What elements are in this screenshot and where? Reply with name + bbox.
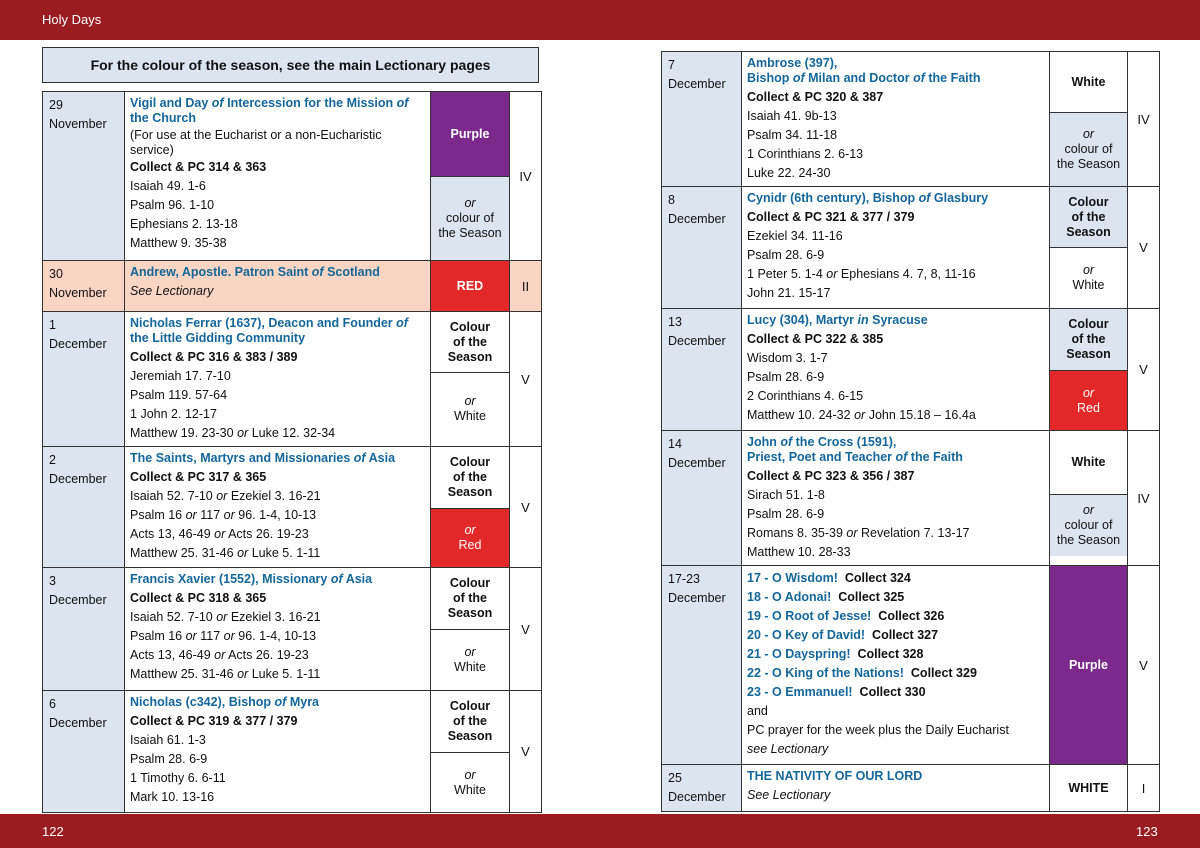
observance-cell: [125, 568, 431, 691]
day-number: 7: [668, 58, 675, 72]
rank-numeral: II: [521, 278, 530, 294]
holy-days-table-right: [661, 51, 1160, 812]
colour-text: or: [1082, 503, 1095, 517]
day-number: 2: [49, 453, 56, 467]
month-name: December: [668, 334, 726, 348]
reading: Isaiah 61. 1-3: [130, 733, 206, 747]
collect-reference: Collect & PC 314 & 363: [130, 160, 267, 174]
colour-alternative: [431, 629, 509, 690]
section-title: Holy Days: [42, 12, 102, 27]
footer-bar: [0, 814, 1200, 848]
reading: Isaiah 52. 7-10 or Ezekiel 3. 16-21: [130, 489, 321, 503]
colour-text: WHITE: [1068, 780, 1109, 795]
rank-cell: [510, 447, 542, 568]
reading: Matthew 25. 31-46 or Luke 5. 1-11: [130, 546, 321, 560]
month-name: December: [668, 77, 726, 91]
colour-primary: [431, 312, 509, 372]
rank-numeral: V: [521, 371, 530, 387]
page-number-left: 122: [42, 824, 64, 839]
date-cell: [662, 566, 742, 765]
rank-cell: [1128, 52, 1160, 187]
colour-text: colour of: [1064, 518, 1113, 532]
feast-title: [130, 264, 425, 282]
colour-text: of the: [452, 591, 488, 605]
antiphon-title: 21 - O Dayspring!: [747, 647, 851, 661]
colour-text: Purple: [450, 126, 490, 141]
colour-text: colour of: [1064, 142, 1113, 156]
colour-text: of the: [452, 470, 488, 484]
colour-text: the Season: [1056, 533, 1121, 547]
reading: Psalm 28. 6-9: [747, 507, 825, 521]
date-cell: [43, 568, 125, 691]
colour-text: or: [1082, 263, 1095, 277]
antiphon-line: [747, 569, 1044, 588]
colour-primary: [1050, 431, 1127, 494]
reading: Sirach 51. 1-8: [747, 488, 825, 502]
feast-title: [130, 95, 425, 128]
colour-primary: [1050, 765, 1127, 811]
date-cell: [43, 261, 125, 312]
season-colour-notice: For the colour of the season, see the main Lectionary pages: [42, 47, 539, 83]
colour-text: Season: [447, 729, 493, 743]
colour-alternative: [431, 508, 509, 567]
colour-text: Season: [1066, 224, 1111, 239]
colour-alternative: [431, 372, 509, 445]
collect-reference: Collect & PC 321 & 377 / 379: [747, 210, 915, 224]
antiphon-collect: Collect 329: [910, 666, 977, 680]
holy-day-row: [662, 431, 1160, 566]
liturgical-colour-cell: [431, 92, 510, 261]
rank-numeral: V: [1139, 362, 1148, 377]
see-lectionary: See Lectionary: [130, 284, 214, 298]
date-cell: [662, 52, 742, 187]
feast-title-line: Francis Xavier (1552), Missionary of Asia: [130, 572, 373, 586]
colour-primary: [1050, 309, 1127, 370]
collect-reference: Collect & PC 322 & 385: [747, 332, 884, 346]
month-name: December: [49, 337, 107, 351]
observance-cell: [125, 691, 431, 813]
rank-cell: [1128, 431, 1160, 566]
holy-days-table-left: [42, 91, 542, 813]
day-number: 3: [49, 574, 56, 588]
holy-day-row: [43, 92, 542, 261]
reading: Matthew 9. 35-38: [130, 236, 227, 250]
liturgical-colour-cell: [1050, 431, 1128, 566]
rank-numeral: V: [521, 499, 530, 515]
antiphon-line: [747, 588, 1044, 607]
reading: Mark 10. 13-16: [130, 790, 215, 804]
feast-title: [747, 190, 1044, 208]
antiphon-title: 17 - O Wisdom!: [747, 571, 838, 585]
feast-title-line: Nicholas Ferrar (1637), Deacon and Founder of: [130, 316, 408, 330]
antiphon-collect: Collect 325: [838, 590, 905, 604]
holy-day-row: [43, 691, 542, 813]
feast-title-line: Vigil and Day of Intercession for the Mission of: [130, 96, 409, 110]
feast-title-line: Ambrose (397),: [747, 56, 838, 70]
colour-text: or: [464, 196, 476, 210]
date-cell: [662, 431, 742, 566]
colour-text: Season: [1066, 347, 1111, 361]
liturgical-colour-cell: [1050, 309, 1128, 431]
reading: 2 Corinthians 4. 6-15: [747, 389, 864, 403]
month-name: December: [668, 790, 726, 804]
feast-title: [747, 434, 1044, 467]
colour-text: of the: [452, 334, 488, 349]
antiphon-line: [747, 607, 1044, 626]
reading: 1 Peter 5. 1-4 or Ephesians 4. 7, 8, 11-16: [747, 267, 976, 281]
feast-title-line: The Saints, Martyrs and Missionaries of Asia: [130, 451, 396, 465]
reading: Acts 13, 46-49 or Acts 26. 19-23: [130, 648, 309, 662]
rank-cell: [1128, 309, 1160, 431]
month-name: December: [668, 591, 726, 605]
feast-title: [747, 312, 1044, 330]
rank-numeral: V: [1139, 657, 1148, 673]
feast-title-line: Nicholas (c342), Bishop of Myra: [130, 695, 320, 709]
colour-alternative: [1050, 494, 1127, 556]
antiphon-line: [747, 645, 1044, 664]
month-name: November: [49, 117, 107, 131]
colour-primary: [1050, 187, 1127, 247]
colour-primary: [1050, 566, 1127, 764]
reading: Isaiah 41. 9b-13: [747, 109, 837, 123]
collect-reference: Collect & PC 323 & 356 / 387: [747, 469, 915, 483]
antiphon-collect: Collect 326: [878, 609, 945, 623]
liturgical-colour-cell: [431, 312, 510, 447]
colour-text: of the: [1071, 209, 1106, 224]
colour-alternative: [1050, 370, 1127, 430]
colour-text: Colour: [449, 319, 491, 334]
colour-text: White: [1072, 278, 1105, 292]
colour-text: the Season: [438, 226, 502, 240]
antiphon-title: 18 - O Adonai!: [747, 590, 832, 604]
date-cell: [43, 447, 125, 568]
holy-day-row: [662, 187, 1160, 309]
date-cell: [662, 765, 742, 812]
antiphon-collect: Collect 327: [872, 628, 939, 642]
feast-title-line: Lucy (304), Martyr in Syracuse: [747, 313, 928, 327]
colour-primary: [431, 447, 509, 508]
colour-text: Colour: [449, 455, 491, 469]
observance-cell: [125, 447, 431, 568]
antiphon-line: [747, 683, 1044, 702]
reading: Psalm 28. 6-9: [130, 752, 208, 766]
collect-reference: Collect & PC 320 & 387: [747, 90, 884, 104]
reading: Wisdom 3. 1-7: [747, 351, 828, 365]
day-number: 13: [668, 315, 682, 329]
colour-primary: [431, 568, 509, 629]
feast-title: [130, 571, 425, 589]
rank-cell: [510, 261, 542, 312]
colour-text: Colour: [1068, 317, 1109, 331]
observance-cell: [125, 261, 431, 312]
observance-cell: [742, 52, 1050, 187]
see-lectionary: see Lectionary: [747, 742, 829, 756]
observance-cell: [742, 309, 1050, 431]
colour-text: of the: [452, 714, 488, 728]
antiphon-title: 22 - O King of the Nations!: [747, 666, 904, 680]
colour-text: Season: [447, 485, 493, 499]
reading: Psalm 16 or 117 or 96. 1-4, 10-13: [130, 508, 317, 522]
collect-reference: Collect & PC 318 & 365: [130, 591, 267, 605]
colour-primary: [431, 261, 509, 311]
colour-text: or: [1082, 127, 1095, 141]
liturgical-colour-cell: [431, 447, 510, 568]
antiphon-title: 19 - O Root of Jesse!: [747, 609, 872, 623]
day-number: 14: [668, 437, 682, 451]
reading: Psalm 119. 57-64: [130, 388, 228, 402]
feast-title-line: THE NATIVITY OF OUR LORD: [747, 769, 923, 783]
feast-title-line: the Little Gidding Community: [130, 331, 306, 345]
colour-alternative: [1050, 247, 1127, 308]
colour-text: White: [454, 660, 486, 674]
month-name: November: [49, 286, 107, 300]
feast-note: (For use at the Eucharist or a non-Eucharistic service): [130, 128, 382, 157]
colour-text: of the: [1071, 332, 1106, 346]
colour-text: White: [1071, 74, 1106, 89]
reading: Ephesians 2. 13-18: [130, 217, 238, 231]
colour-text: or: [464, 767, 476, 782]
colour-alternative: [431, 176, 509, 260]
colour-text: White: [454, 782, 486, 797]
reading: Acts 13, 46-49 or Acts 26. 19-23: [130, 527, 309, 541]
collect-reference: Collect & PC 319 & 377 / 379: [130, 714, 298, 728]
feast-title-line: Priest, Poet and Teacher of the Faith: [747, 450, 963, 464]
liturgical-colour-cell: [1050, 52, 1128, 187]
reading: Matthew 10. 24-32 or John 15.18 – 16.4a: [747, 408, 976, 422]
colour-alternative: [431, 752, 509, 812]
feast-title: [747, 55, 1044, 88]
colour-text: the Season: [1056, 157, 1121, 171]
see-lectionary: See Lectionary: [747, 788, 831, 802]
rank-cell: [510, 568, 542, 691]
colour-text: Red: [458, 538, 482, 552]
colour-text: or: [464, 523, 476, 537]
colour-primary: [1050, 52, 1127, 112]
rank-numeral: IV: [519, 168, 532, 184]
header-bar: [0, 0, 1200, 40]
day-number: 1: [49, 318, 56, 332]
colour-text: Season: [447, 349, 493, 364]
extra-line: PC prayer for the week plus the Daily Eucharist: [747, 723, 1009, 737]
reading: Matthew 19. 23-30 or Luke 12. 32-34: [130, 426, 336, 440]
colour-text: RED: [456, 278, 484, 293]
holy-day-row: [43, 261, 542, 312]
antiphon-collect: Collect 328: [857, 647, 924, 661]
day-number: 30: [49, 267, 63, 281]
month-name: December: [49, 716, 107, 730]
colour-text: Purple: [1069, 657, 1108, 672]
date-cell: [662, 187, 742, 309]
colour-text: colour of: [446, 211, 494, 225]
liturgical-colour-cell: [431, 691, 510, 813]
antiphon-title: 23 - O Emmanuel!: [747, 685, 853, 699]
feast-title-line: Bishop of Milan and Doctor of the Faith: [747, 71, 981, 85]
feast-title: [130, 450, 425, 468]
colour-text: Colour: [1068, 194, 1109, 209]
extra-line: and: [747, 704, 768, 718]
reading: Luke 22. 24-30: [747, 166, 831, 180]
feast-title-line: Cynidr (6th century), Bishop of Glasbury: [747, 191, 989, 205]
colour-text: Red: [1077, 400, 1100, 415]
reading: Psalm 34. 11-18: [747, 128, 838, 142]
observance-cell: [125, 92, 431, 261]
rank-numeral: I: [1141, 780, 1146, 796]
reading: Psalm 28. 6-9: [747, 248, 825, 262]
observance-cell: [742, 765, 1050, 812]
holy-day-row: [43, 568, 542, 691]
reading: Jeremiah 17. 7-10: [130, 369, 231, 383]
colour-text: Colour: [449, 699, 491, 713]
month-name: December: [668, 212, 726, 226]
page-number-right: 123: [1136, 824, 1158, 839]
liturgical-colour-cell: [431, 261, 510, 312]
observance-cell: [742, 566, 1050, 765]
reading: Matthew 10. 28-33: [747, 545, 851, 559]
colour-text: White: [1071, 455, 1106, 469]
feast-title-line: the Church: [130, 111, 196, 125]
month-name: December: [668, 456, 726, 470]
reading: Psalm 16 or 117 or 96. 1-4, 10-13: [130, 629, 317, 643]
rank-numeral: IV: [1137, 490, 1150, 506]
day-number: 6: [49, 697, 56, 711]
day-number: 8: [668, 193, 675, 207]
rank-cell: [510, 691, 542, 813]
reading: 1 Corinthians 2. 6-13: [747, 147, 864, 161]
rank-cell: [1128, 765, 1160, 812]
rank-numeral: V: [521, 621, 530, 637]
holy-day-row: [662, 566, 1160, 765]
antiphon-title: 20 - O Key of David!: [747, 628, 866, 642]
rank-numeral: V: [521, 744, 530, 759]
colour-text: White: [454, 409, 486, 423]
date-cell: [43, 312, 125, 447]
colour-primary: [431, 691, 509, 752]
colour-text: Colour: [449, 576, 491, 590]
antiphon-collect: Collect 330: [859, 685, 926, 699]
day-number: 25: [668, 771, 682, 785]
reading: Isaiah 52. 7-10 or Ezekiel 3. 16-21: [130, 610, 321, 624]
collect-reference: Collect & PC 316 & 383 / 389: [130, 350, 298, 364]
observance-cell: [742, 187, 1050, 309]
month-name: December: [49, 593, 107, 607]
rank-numeral: V: [1139, 240, 1148, 255]
day-number: 17-23: [668, 572, 700, 586]
reading: 1 Timothy 6. 6-11: [130, 771, 226, 785]
feast-title-line: John of the Cross (1591),: [747, 435, 897, 449]
reading: John 21. 15-17: [747, 286, 831, 300]
rank-numeral: IV: [1137, 111, 1150, 127]
date-cell: [43, 92, 125, 261]
liturgical-colour-cell: [431, 568, 510, 691]
collect-reference: Collect & PC 317 & 365: [130, 470, 267, 484]
antiphon-line: [747, 664, 1044, 683]
observance-cell: [742, 431, 1050, 566]
date-cell: [662, 309, 742, 431]
colour-alternative: [1050, 112, 1127, 186]
antiphon-line: [747, 626, 1044, 645]
holy-day-row: [43, 312, 542, 447]
reading: Psalm 28. 6-9: [747, 370, 825, 384]
rank-cell: [1128, 566, 1160, 765]
feast-title: [130, 694, 425, 712]
reading: Psalm 96. 1-10: [130, 198, 215, 212]
colour-text: or: [464, 394, 476, 408]
day-number: 29: [49, 98, 63, 112]
date-cell: [43, 691, 125, 813]
observance-cell: [125, 312, 431, 447]
holy-day-row: [662, 765, 1160, 812]
holy-day-row: [662, 309, 1160, 431]
feast-title: [130, 315, 425, 348]
feast-title-line: Andrew, Apostle. Patron Saint of Scotland: [130, 265, 380, 279]
month-name: December: [49, 472, 107, 486]
holy-day-row: [43, 447, 542, 568]
feast-title: [747, 768, 1044, 786]
reading: Isaiah 49. 1-6: [130, 179, 206, 193]
rank-cell: [1128, 187, 1160, 309]
rank-cell: [510, 312, 542, 447]
colour-text: or: [464, 645, 476, 659]
liturgical-colour-cell: [1050, 187, 1128, 309]
reading: Romans 8. 35-39 or Revelation 7. 13-17: [747, 526, 970, 540]
rank-cell: [510, 92, 542, 261]
liturgical-colour-cell: [1050, 765, 1128, 812]
holy-day-row: [662, 52, 1160, 187]
antiphon-collect: Collect 324: [844, 571, 911, 585]
reading: Ezekiel 34. 11-16: [747, 229, 843, 243]
reading: 1 John 2. 12-17: [130, 407, 217, 421]
reading: Matthew 25. 31-46 or Luke 5. 1-11: [130, 667, 321, 681]
colour-text: Season: [447, 606, 493, 620]
liturgical-colour-cell: [1050, 566, 1128, 765]
colour-text: or: [1082, 385, 1095, 400]
colour-primary: [431, 92, 509, 176]
